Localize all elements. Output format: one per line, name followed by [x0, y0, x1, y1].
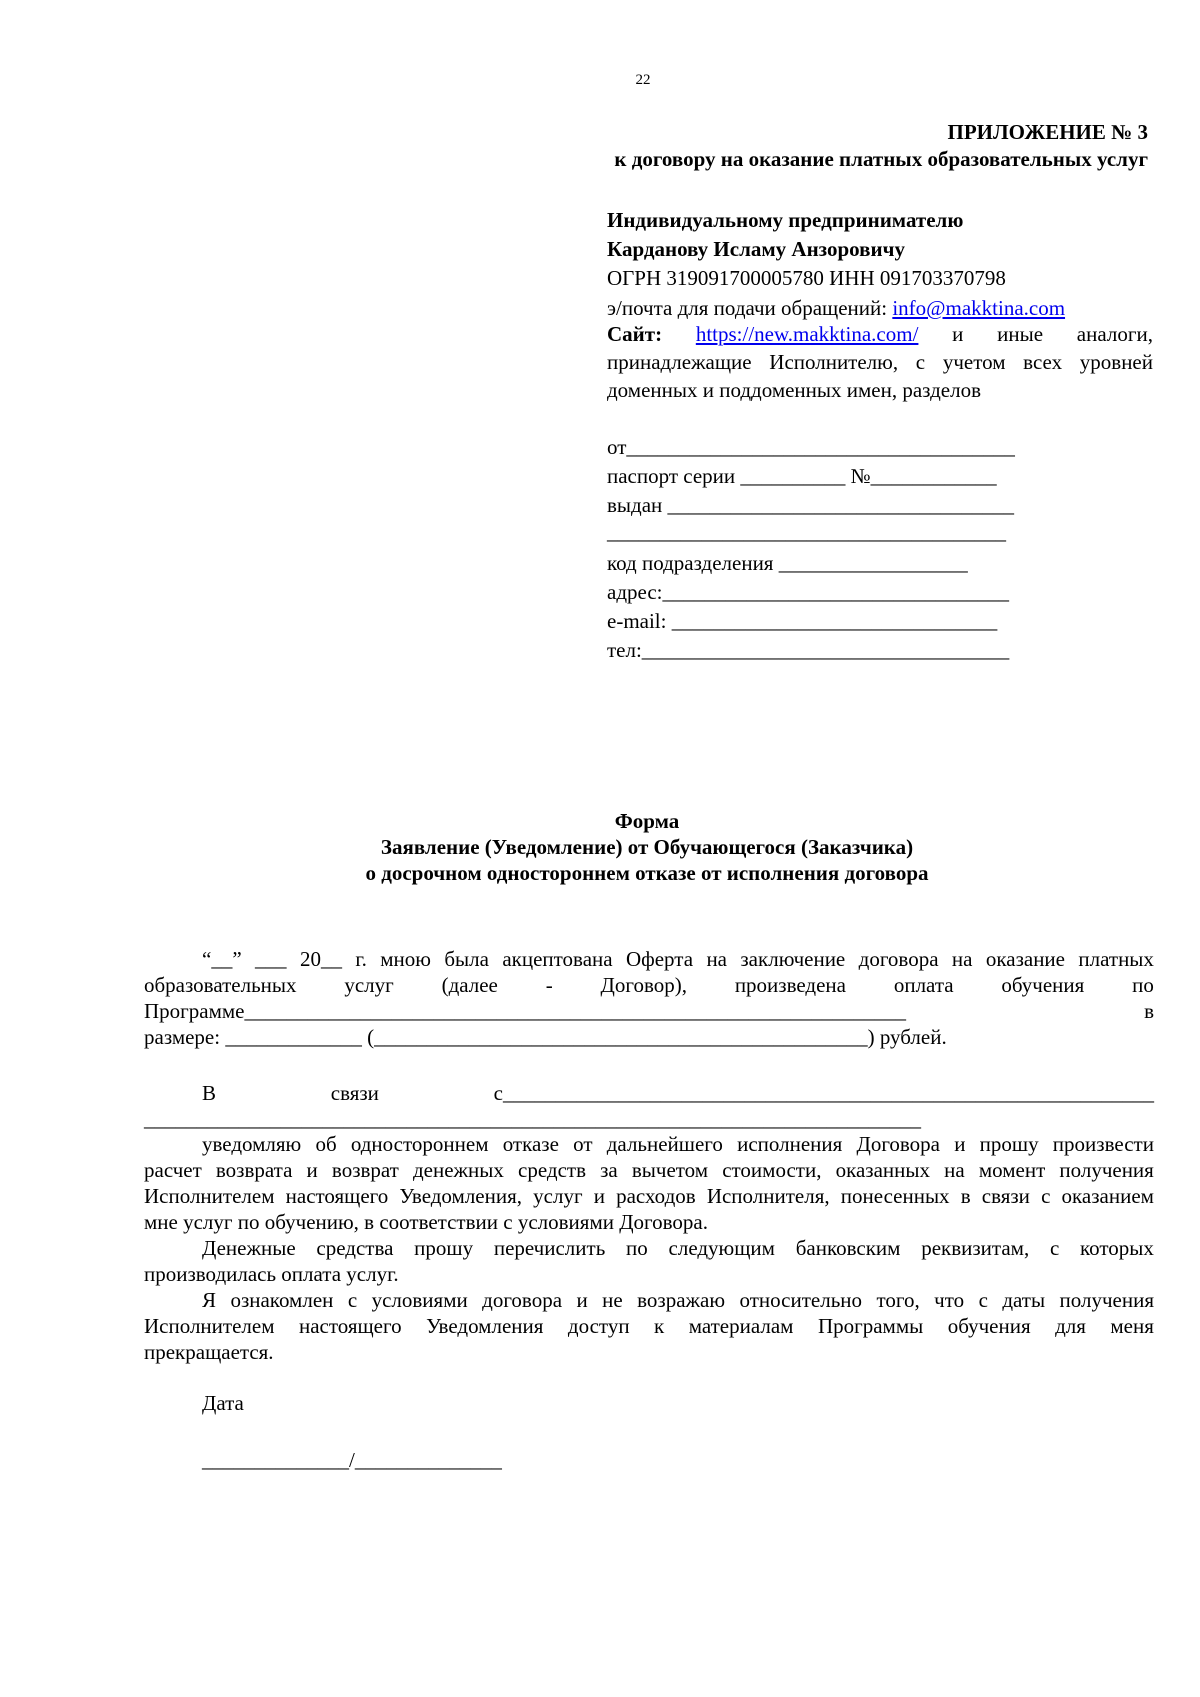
- word: дальнейшего: [606, 1132, 723, 1156]
- word: материалам: [688, 1314, 794, 1338]
- word: понесенных: [840, 1184, 950, 1208]
- word: настоящего: [298, 1314, 402, 1338]
- word: с: [1049, 1236, 1060, 1260]
- from-field[interactable]: от_____________________________________: [607, 435, 1015, 459]
- word: уведомляю: [202, 1132, 302, 1156]
- word: Исполнителя,: [706, 1184, 830, 1208]
- site-link[interactable]: https://new.makktina.com/: [695, 322, 919, 346]
- word: получения: [1059, 1158, 1154, 1182]
- word: к: [654, 1314, 665, 1338]
- word: 20__: [299, 947, 342, 971]
- amount-field[interactable]: размере: _____________ (_______________________________________________) рублей.: [144, 1025, 947, 1049]
- word: на: [706, 947, 727, 971]
- word: В: [202, 1081, 217, 1105]
- word: оказанием: [1061, 1184, 1154, 1208]
- word: момент: [978, 1158, 1046, 1182]
- reason-field-continuation[interactable]: __________________________________________________________________________: [144, 1107, 921, 1131]
- issued-field[interactable]: выдан _________________________________: [607, 493, 1015, 517]
- issued-continuation-field[interactable]: ______________________________________: [607, 520, 1006, 544]
- passport-field[interactable]: паспорт серии __________ №____________: [607, 464, 997, 488]
- addressee-site-line-2: [607, 350, 1153, 375]
- site-word: с: [915, 350, 926, 374]
- appendix-subtitle: к договору на оказание платных образовательных услуг: [614, 147, 1148, 171]
- paragraph-line: [144, 972, 1154, 998]
- site-word: и: [952, 322, 964, 346]
- word: договора: [482, 1288, 563, 1312]
- paragraph-line: [144, 1131, 1154, 1157]
- word: получения: [1059, 1288, 1154, 1312]
- word: оказание: [985, 947, 1065, 971]
- email-link[interactable]: info@makktina.com: [892, 296, 1066, 320]
- word: по: [1132, 973, 1154, 997]
- date-label: Дата: [202, 1391, 244, 1415]
- site-word: Исполнителю,: [769, 350, 899, 374]
- form-title-line-1: Форма: [614, 809, 680, 833]
- paragraph-3: [144, 1131, 1154, 1235]
- word: с: [1041, 1184, 1051, 1208]
- word: средства: [316, 1236, 394, 1260]
- word: Я: [202, 1288, 217, 1312]
- word: и: [306, 1158, 318, 1182]
- site-word: уровней: [1079, 350, 1153, 374]
- addressee-email-line: [607, 296, 1153, 321]
- word: для: [1055, 1314, 1086, 1338]
- word: возврата: [215, 1158, 293, 1182]
- word: связи: [981, 1184, 1030, 1208]
- word: прошу: [414, 1236, 474, 1260]
- word: которых: [1080, 1236, 1154, 1260]
- word: отказе: [502, 1132, 559, 1156]
- word: денежных: [412, 1158, 504, 1182]
- word: в: [1144, 999, 1154, 1023]
- word: была: [444, 947, 489, 971]
- word: ___: [255, 947, 287, 971]
- word: платных: [1078, 947, 1154, 971]
- site-word: аналоги,: [1076, 322, 1153, 346]
- word: не: [602, 1288, 623, 1312]
- word: заключение: [740, 947, 846, 971]
- addressee-site-line-3: доменных и поддоменных имен, разделов: [607, 378, 981, 402]
- word: договора: [858, 947, 939, 971]
- word: ознакомлен: [230, 1288, 334, 1312]
- addressee-line-2: Карданову Исламу Анзоровичу: [607, 237, 905, 261]
- paragraph-line: [144, 998, 1154, 1024]
- word: Исполнителем: [144, 1184, 275, 1208]
- paragraph-line: [144, 946, 1154, 972]
- word: образовательных: [144, 973, 297, 997]
- word: мною: [380, 947, 431, 971]
- word: Исполнителем: [144, 1314, 275, 1338]
- word: обучения: [1001, 973, 1085, 997]
- addressee-site-line: [607, 322, 1153, 347]
- word: Уведомления: [426, 1314, 544, 1338]
- word: следующим: [668, 1236, 775, 1260]
- word: -: [545, 973, 553, 997]
- word: услуг: [533, 1184, 583, 1208]
- form-title-line-3: о досрочном одностороннем отказе от исполнения договора: [365, 861, 929, 885]
- address-field[interactable]: адрес:_________________________________: [607, 580, 1010, 604]
- site-word: иные: [997, 322, 1044, 346]
- word: прошу: [979, 1132, 1039, 1156]
- appendix-title: ПРИЛОЖЕНИЕ № 3: [947, 120, 1148, 144]
- word: исполнения: [737, 1132, 843, 1156]
- paragraph-5: [144, 1287, 1154, 1365]
- word: даты: [1002, 1288, 1046, 1312]
- reason-field[interactable]: с______________________________________________________________: [493, 1081, 1154, 1105]
- phone-field[interactable]: тел:___________________________________: [607, 638, 1010, 662]
- word: настоящего: [285, 1184, 389, 1208]
- paragraph-4: [144, 1235, 1154, 1287]
- word: произведена: [734, 973, 846, 997]
- word: от: [573, 1132, 593, 1156]
- site-word: всех: [1023, 350, 1063, 374]
- paragraph-line: производилась оплата услуг.: [144, 1262, 399, 1286]
- word: обучения: [947, 1314, 1031, 1338]
- word: Денежные: [202, 1236, 296, 1260]
- word: расчет: [144, 1158, 202, 1182]
- word: Уведомления,: [399, 1184, 523, 1208]
- word: возражаю: [637, 1288, 726, 1312]
- paragraph-line: прекращается.: [144, 1340, 274, 1364]
- addressee-ogrn-inn: ОГРН 319091700005780 ИНН 091703370798: [607, 266, 1006, 290]
- word: Программы: [817, 1314, 924, 1338]
- site-word: учетом: [942, 350, 1006, 374]
- word: на: [951, 947, 973, 971]
- paragraph-line: [144, 1183, 1154, 1209]
- word: и: [954, 1132, 966, 1156]
- word: банковским: [795, 1236, 901, 1260]
- word: произвести: [1052, 1132, 1154, 1156]
- word: связи: [330, 1081, 379, 1105]
- word: меня: [1110, 1314, 1154, 1338]
- word: на: [944, 1158, 965, 1182]
- signature-field[interactable]: ______________/______________: [202, 1448, 502, 1472]
- email-field[interactable]: e-mail: _______________________________: [607, 609, 998, 633]
- paragraph-line: [144, 1080, 1154, 1106]
- paragraph-line: [144, 1313, 1154, 1339]
- addressee-line-1: Индивидуальному предпринимателю: [607, 208, 964, 232]
- page-number: 22: [635, 72, 651, 88]
- word: перечислить: [493, 1236, 606, 1260]
- division-code-field[interactable]: код подразделения __________________: [607, 551, 968, 575]
- word: расходов: [616, 1184, 696, 1208]
- word: г.: [355, 947, 367, 971]
- word: что: [934, 1288, 965, 1312]
- form-title-line-2: Заявление (Уведомление) от Обучающегося (Заказчика): [380, 835, 914, 859]
- paragraph-line: мне услуг по обучению, в соответствии с условиями Договора.: [144, 1210, 708, 1234]
- word: с: [978, 1288, 988, 1312]
- word: вычетом: [631, 1158, 709, 1182]
- word: Договора: [856, 1132, 941, 1156]
- program-field[interactable]: Программе_______________________________________________________________: [144, 999, 906, 1023]
- paragraph-2: [144, 1080, 1154, 1132]
- word: услуг: [344, 973, 394, 997]
- site-label: Сайт:: [607, 322, 663, 346]
- word: одностороннем: [350, 1132, 489, 1156]
- paragraph-1: [144, 946, 1154, 1050]
- email-label: э/почта для подачи обращений:: [607, 296, 893, 320]
- word: (далее: [441, 973, 498, 997]
- word: “__”: [202, 947, 242, 971]
- word: об: [315, 1132, 337, 1156]
- word: оказанных: [835, 1158, 931, 1182]
- word: доступ: [567, 1314, 630, 1338]
- paragraph-line: [144, 1287, 1154, 1313]
- word: стоимости,: [722, 1158, 822, 1182]
- word: и: [576, 1288, 588, 1312]
- paragraph-line: [144, 1235, 1154, 1261]
- word: и: [593, 1184, 605, 1208]
- word: с: [347, 1288, 358, 1312]
- word: Оферта: [625, 947, 694, 971]
- word: относительно: [739, 1288, 863, 1312]
- word: оплата: [893, 973, 954, 997]
- word: акцептована: [502, 947, 613, 971]
- word: реквизитам,: [921, 1236, 1030, 1260]
- site-word: принадлежащие: [607, 350, 752, 374]
- word: того,: [876, 1288, 920, 1312]
- word: средств: [518, 1158, 586, 1182]
- paragraph-line: [144, 1157, 1154, 1183]
- word: условиями: [371, 1288, 468, 1312]
- word: в: [960, 1184, 971, 1208]
- word: за: [600, 1158, 618, 1182]
- word: Договор),: [600, 973, 687, 997]
- word: по: [626, 1236, 648, 1260]
- word: возврат: [331, 1158, 399, 1182]
